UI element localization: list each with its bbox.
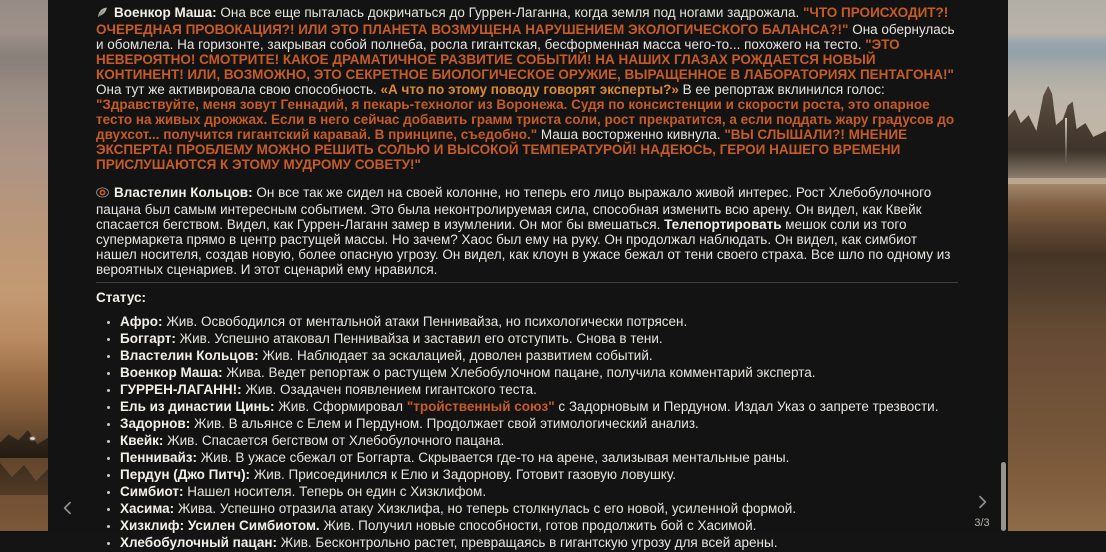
text-segment: Жив. В альянсе с Елем и Пердуном. Продолжает свой этимологический анализ. [190,416,699,431]
text-segment: Военкор Маша: [114,5,221,20]
text-segment: "ЧТО ПРОИСХОДИТ?! ОЧЕРЕДНАЯ ПРОВОКАЦИЯ?! ИЛИ ЭТО ПЛАНЕТА ВОЗМУЩЕНА НАРУШЕНИЕМ ЭКОЛОГИЧЕСКОГО БАЛАНСА?!" [96,5,949,37]
scrollbar[interactable] [1001,0,1006,531]
text-segment: Она тут же активировала свою способность. [96,82,381,97]
text-segment: Жив. Освободился от ментальной атаки Пеннивайза, но психологически потрясен. [162,314,688,329]
status-item [120,501,958,516]
text-segment: «А что по этому поводу говорят эксперты?» [380,82,683,97]
text-segment: Военкор Маша: [120,365,223,380]
text-segment: В ее репортаж вклинился голос: [682,82,885,97]
text-segment: Нашел носителя. Теперь он един с Хизклифом. [183,484,487,499]
status-list [96,314,958,550]
text-segment: Он все так же сидел на своей колонне, но теперь его лицо выражало живой интерес. Рост Хлебобулочного пацана был самым интересным событием. Это была неконтролируемая сила, способная изменить всю арену. Он видел, как Квейк спасается бегством. Видел, как Гуррен-Лаганн замер в изумлении. Он мог бы вмешаться. [96,185,932,232]
text-segment: Ель из династии Цинь: [120,399,275,414]
status-item [120,535,958,550]
next-page-group [974,491,990,529]
status-item [120,382,958,397]
text-segment: Властелин Кольцов: [120,348,259,363]
text-segment: "ВЫ СЛЫШАЛИ?! МНЕНИЕ ЭКСПЕРТА! ПРОБЛЕМУ МОЖНО РЕШИТЬ СОЛЬЮ И ВЫСОКОЙ ТЕМПЕРАТУРОЙ! НАДЕЮСЬ, ГЕРОИ НАШЕГО ВРЕМЕНИ ПРИСЛУШАЮТСЯ К ЭТОМУ МУДРОМУ СОВЕТУ!" [96,127,908,172]
text-segment: Хлебобулочный пацан: [120,535,277,550]
scrollbar-thumb[interactable] [1001,462,1006,531]
status-item [120,331,958,346]
status-item [120,314,958,329]
text-segment: ГУРРЕН-ЛАГАНН!: [120,382,242,397]
text-segment: Хасима: [120,501,175,516]
rock-ridge [0,455,48,495]
text-segment: Афро: [120,314,163,329]
paragraph-text [96,185,950,277]
text-segment: Жив. Успешно атаковал Пеннивайза и заставил его отступить. Снова в тени. [175,331,663,346]
text-segment: мешок соли из того супермаркета прямо в центр растущей массы. Но зачем? Хаос был ему на руку. Он продолжал наблюдать. Он видел, как симбиот нашел носителя, создав новую, более опасную угрозу. Он видел, как клоун в ужасе бежал от тени своего страха. Все шло по одному из вероятных сценариев. И этот сценарий ему нравился. [96,217,951,277]
text-segment: Жив. Бесконтрольно растет, превращаясь в гигантскую угрозу для всей арены. [276,535,778,550]
status-heading: Статус: [96,290,146,305]
status-item [120,399,958,414]
text-segment: Жива. Ведет репортаж о растущем Хлебобулочном пацане, получила комментарий эксперта. [222,365,816,380]
text-segment: Задорнов: [120,416,191,431]
text-segment: Жив. Спасается бегством от Хлебобулочного пацана. [163,433,505,448]
text-segment: Квейк: [120,433,164,448]
background-landscape-left [0,0,48,531]
next-page-button[interactable] [974,491,990,513]
rock-ridge [0,424,48,458]
paragraph-text [96,5,955,172]
text-segment: с Задорновым и Пердуном. Издал Указ о запрете трезвости. [554,399,939,414]
light-speck [30,437,35,440]
text-segment: Боггарт: [120,331,176,346]
text-segment: "Здравствуйте, меня зовут Геннадий, я пекарь-технолог из Воронежа. Судя по консистенции и скорости роста, это опарное тесто на живых дрожжах. Если в него сейчас добавить грамм триста соли, рост прекратится, а если поддать жару градусов до двухсот... получится гигантский каравай. В принципе, съедобно." [96,97,955,142]
text-segment: Жив. Сформировал [274,399,407,414]
haze-band [1008,150,1106,184]
text-segment: Властелин Кольцов: [114,185,257,200]
status-item [120,348,958,363]
text-segment: Жив. Присоединился к Елю и Задорнову. Готовит газовую ловушку. [250,467,677,482]
page-indicator: 3/3 [974,517,990,529]
text-segment: Жив. Озадачен появлением гигантского теста. [241,382,537,397]
text-segment: "ЭТО НЕВЕРОЯТНО! СМОТРИТЕ! КАКОЕ ДРАМАТИЧНОЕ РАЗВИТИЕ СОБЫТИЙ! НА НАШИХ ГЛАЗАХ РОЖДАЕТСЯ НОВЫЙ КОНТИНЕНТ! ИЛИ, ВОЗМОЖНО, ЭТО СЕКРЕТНОЕ БИОЛОГИЧЕСКОЕ ОРУЖИЕ, ВЫРАЩЕННОЕ В ЛАБОРАТОРИЯХ ПЕНТАГОНА!" [96,37,954,82]
eye-icon [96,186,109,202]
chevron-right-icon [974,491,990,513]
divider [96,282,958,283]
text-segment: Жив. Получил новые способности, готов продолжить бой с Хасимой. [319,518,757,533]
status-item [120,467,958,482]
status-item [120,484,958,499]
text-segment: Пеннивайз: [120,450,197,465]
story-panel [48,0,1008,550]
story-content [48,0,1008,550]
status-item [120,433,958,448]
story-paragraph-vlastelin [96,185,958,277]
status-item [120,416,958,431]
status-item [120,518,958,533]
background-landscape-right [1008,0,1106,531]
text-segment: Жива. Успешно отразила атаку Хизклифа, но теперь столкнулась с его новой, усиленной формой. [174,501,797,516]
status-item [120,365,958,380]
text-segment: Она все еще пыталась докричаться до Гуррен-Лаганна, когда земля под ногами задрожала. [220,5,803,20]
status-item [120,450,958,465]
chevron-left-icon [60,497,76,519]
text-segment: Телепортировать [664,217,782,232]
text-segment: Жив. В ужасе сбежал от Боггарта. Скрывается где-то на арене, зализывая ментальные раны. [196,450,790,465]
text-segment: Пердун (Джо Питч): [120,467,251,482]
text-segment: "тройственный союз" [406,399,555,414]
text-segment: Симбиот: [120,484,184,499]
text-segment: Маша восторженно кивнула. [540,127,725,142]
text-segment: Жив. Наблюдает за эскалацией, доволен развитием событий. [258,348,653,363]
prev-page-button[interactable] [60,497,76,519]
story-paragraph-masha [96,5,958,172]
quill-icon [96,6,109,22]
text-segment: Хизклиф: Усилен Симбиотом. [120,518,320,533]
text-segment: Она обернулась и обомлела. На горизонте, закрывая собой полнеба, росла гигантская, бесформенная масса чего-то... похожего на тесто. [96,22,955,52]
